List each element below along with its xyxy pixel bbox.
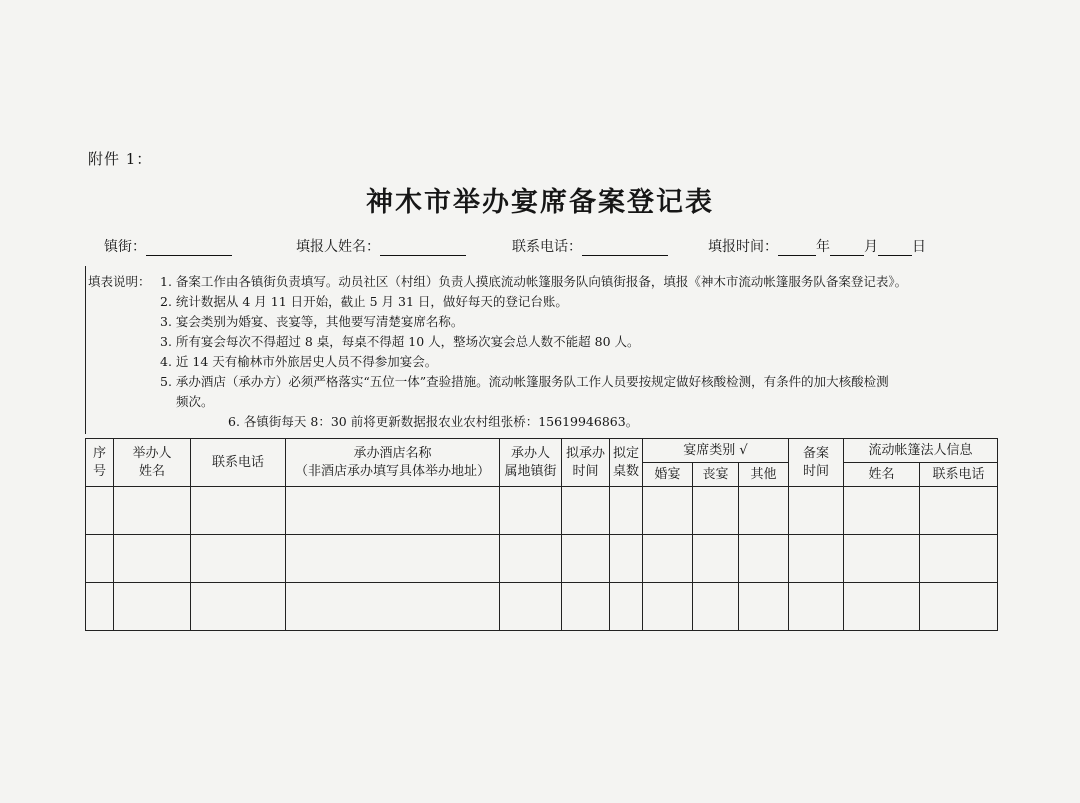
- col-time-line2: 时间: [572, 463, 599, 479]
- notes-label: 填表说明：: [88, 274, 151, 289]
- table-cell[interactable]: [643, 583, 693, 631]
- table-cell[interactable]: [86, 487, 114, 535]
- note-item: 3. 所有宴会每次不得超过 8 桌，每桌不得超 10 人，整场次宴会总人数不能超 80 人。: [160, 334, 640, 349]
- col-hotel: [286, 439, 500, 487]
- table-cell[interactable]: [286, 583, 500, 631]
- table-cell[interactable]: [286, 487, 500, 535]
- table-cell[interactable]: [562, 535, 610, 583]
- col-host-line2: 姓名: [138, 463, 165, 479]
- table-cell[interactable]: [693, 583, 739, 631]
- table-cell[interactable]: [789, 487, 844, 535]
- town-field: [104, 236, 232, 256]
- month-label: 月: [864, 239, 878, 255]
- day-label: 日: [912, 239, 926, 255]
- fill-time-field: [708, 236, 926, 256]
- note-text: 1. 备案工作由各镇街负责填写。动员社区（村组）负责人摸底流动帐篷服务队向镇街报备，填报《神木市流动帐篷服务队备案登记表》。: [160, 274, 908, 289]
- table-cell[interactable]: [286, 535, 500, 583]
- table-cell[interactable]: [693, 487, 739, 535]
- cat-other: 其他: [739, 463, 789, 487]
- col-owner: [500, 439, 562, 487]
- table-cell[interactable]: [739, 535, 789, 583]
- phone-label: 联系电话：: [512, 239, 582, 255]
- town-label: 镇街：: [104, 239, 146, 255]
- table-cell[interactable]: [739, 487, 789, 535]
- attachment-label: 附件 1：: [88, 150, 153, 168]
- registration-table: [85, 438, 998, 631]
- col-time: [562, 439, 610, 487]
- table-row: [86, 487, 998, 535]
- table-cell[interactable]: [191, 583, 286, 631]
- town-blank[interactable]: [146, 241, 232, 256]
- col-owner-line1: 承办人: [510, 445, 550, 461]
- table-row: [86, 535, 998, 583]
- table-cell[interactable]: [789, 535, 844, 583]
- cat-wedding: 婚宴: [643, 463, 693, 487]
- table-row: [86, 583, 998, 631]
- table-cell[interactable]: [86, 535, 114, 583]
- reporter-blank[interactable]: [380, 241, 466, 256]
- table-cell[interactable]: [643, 487, 693, 535]
- note-item: [88, 272, 1003, 292]
- col-owner-line2: 属地镇街: [504, 463, 557, 479]
- col-record-line2: 时间: [803, 463, 830, 479]
- table-cell[interactable]: [562, 583, 610, 631]
- reporter-label: 填报人姓名：: [296, 239, 380, 255]
- table-cell[interactable]: [920, 487, 998, 535]
- table-cell[interactable]: [693, 535, 739, 583]
- table-cell[interactable]: [562, 487, 610, 535]
- phone-blank[interactable]: [582, 241, 668, 256]
- year-blank[interactable]: [778, 241, 816, 256]
- header-row-1: [86, 439, 998, 463]
- reporter-field: [296, 236, 466, 256]
- col-hotel-line2: （非酒店承办填写具体举办地址）: [294, 463, 490, 479]
- tent-phone: 联系电话: [920, 463, 998, 487]
- col-seq-line1: 序: [92, 445, 106, 461]
- cat-funeral: 丧宴: [693, 463, 739, 487]
- table-cell[interactable]: [114, 535, 191, 583]
- tent-name: 姓名: [844, 463, 920, 487]
- table-cell[interactable]: [739, 583, 789, 631]
- col-tables-line1: 拟定: [612, 445, 639, 461]
- note-item: 5. 承办酒店（承办方）必须严格落实“五位一体”查验措施。流动帐篷服务队工作人员要按规定做好核酸检测，有条件的加大核酸检测: [160, 374, 889, 389]
- note-item: 4. 近 14 天有榆林市外旅居史人员不得参加宴会。: [160, 354, 438, 369]
- year-label: 年: [816, 239, 830, 255]
- table-cell[interactable]: [191, 487, 286, 535]
- col-record: [789, 439, 844, 487]
- table-cell[interactable]: [114, 487, 191, 535]
- fill-time-label: 填报时间：: [708, 239, 778, 255]
- table-cell[interactable]: [86, 583, 114, 631]
- table-cell[interactable]: [920, 535, 998, 583]
- month-blank[interactable]: [830, 241, 864, 256]
- day-blank[interactable]: [878, 241, 912, 256]
- col-host-line1: 举办人: [132, 445, 172, 461]
- header-fields: [100, 236, 1000, 258]
- col-phone: 联系电话: [191, 439, 286, 487]
- table-cell[interactable]: [920, 583, 998, 631]
- table-cell[interactable]: [500, 487, 562, 535]
- phone-field: [512, 236, 668, 256]
- col-record-line1: 备案: [803, 445, 830, 461]
- filling-instructions: [88, 272, 1003, 432]
- note-item: 频次。: [176, 394, 214, 409]
- table-cell[interactable]: [500, 535, 562, 583]
- note-item: 3. 宴会类别为婚宴、丧宴等，其他要写清楚宴席名称。: [160, 314, 464, 329]
- note-item: 6. 各镇街每天 8：30 前将更新数据报农业农村组张桥：15619946863。: [228, 414, 639, 429]
- col-tent: 流动帐篷法人信息: [844, 439, 998, 463]
- col-host: [114, 439, 191, 487]
- form-title: 神木市举办宴席备案登记表: [366, 187, 714, 218]
- col-seq-line2: 号: [92, 463, 106, 479]
- col-category: 宴席类别 √: [643, 439, 789, 463]
- table-cell[interactable]: [500, 583, 562, 631]
- table-cell[interactable]: [844, 583, 920, 631]
- col-time-line1: 拟承办: [565, 445, 605, 461]
- table-cell[interactable]: [844, 487, 920, 535]
- table-cell[interactable]: [191, 535, 286, 583]
- col-seq: [86, 439, 114, 487]
- table-cell[interactable]: [610, 487, 643, 535]
- table-cell[interactable]: [844, 535, 920, 583]
- table-cell[interactable]: [610, 535, 643, 583]
- table-cell[interactable]: [114, 583, 191, 631]
- col-hotel-line1: 承办酒店名称: [353, 445, 432, 461]
- col-tables: [610, 439, 643, 487]
- table-body: [86, 487, 998, 631]
- note-item: 2. 统计数据从 4 月 11 日开始，截止 5 月 31 日，做好每天的登记台账。: [160, 294, 568, 309]
- table-cell[interactable]: [789, 583, 844, 631]
- table-cell[interactable]: [643, 535, 693, 583]
- table-cell[interactable]: [610, 583, 643, 631]
- col-tables-line2: 桌数: [612, 463, 639, 479]
